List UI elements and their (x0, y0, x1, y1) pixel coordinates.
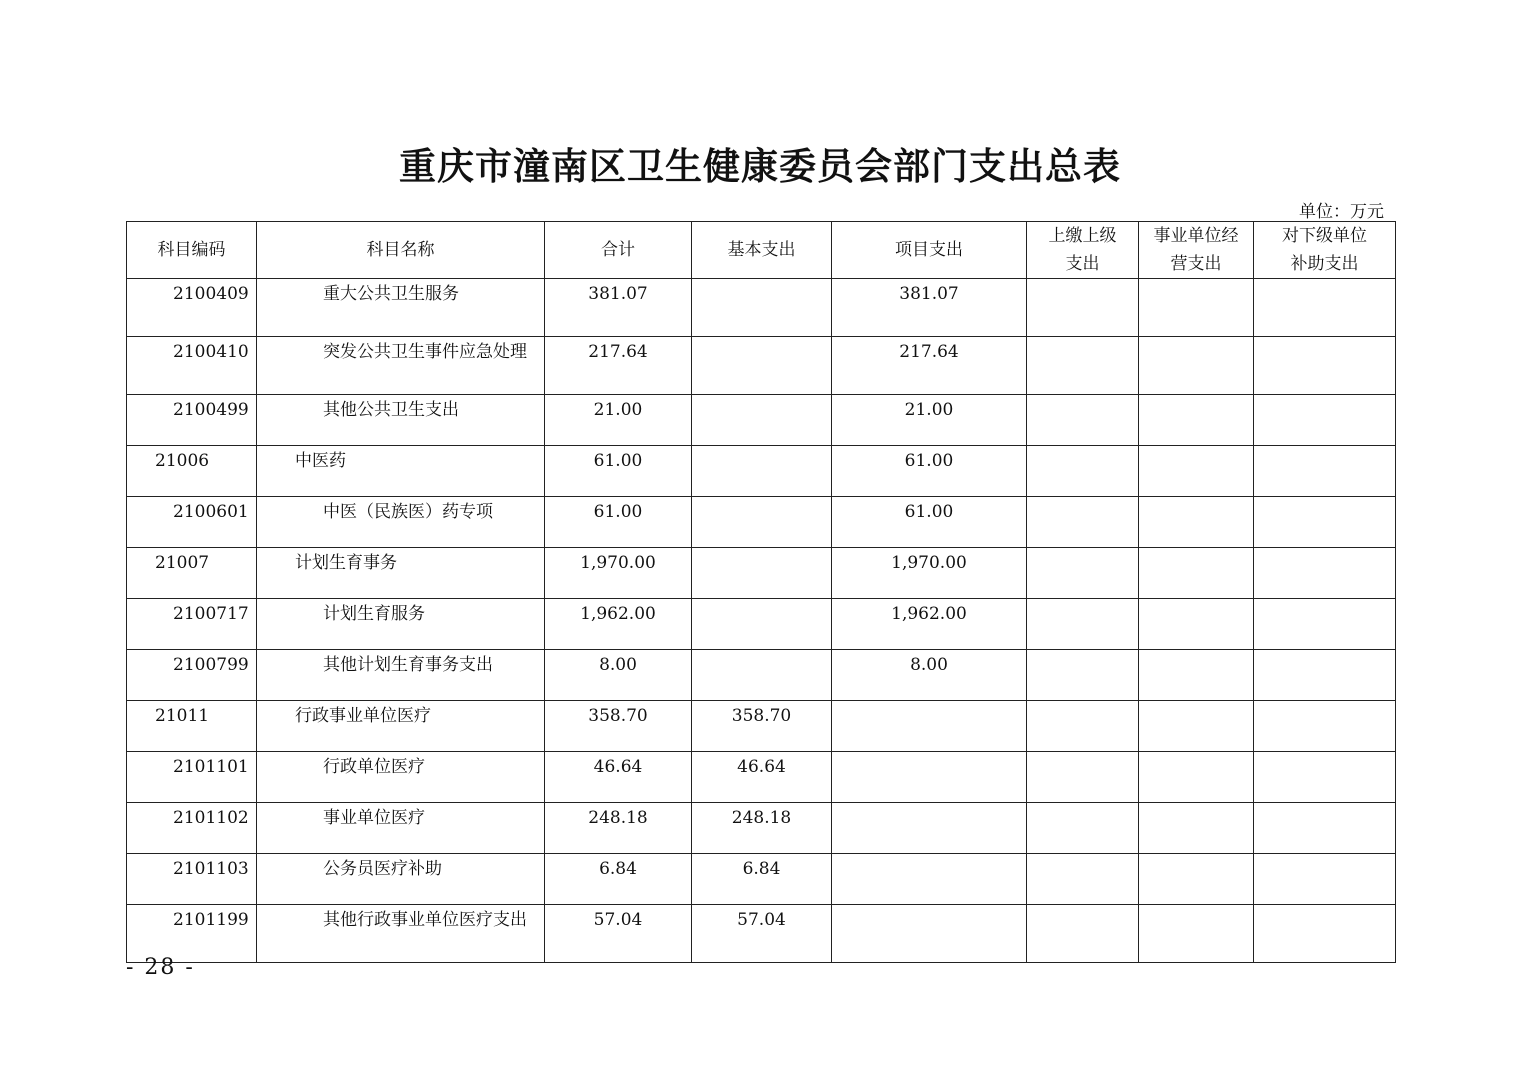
row-total: 8.00 (545, 650, 692, 701)
row-subsidy (1254, 905, 1396, 963)
header-project: 项目支出 (832, 222, 1027, 279)
row-name-text: 中医（民族医）药专项 (323, 502, 493, 522)
row-basic (692, 279, 832, 337)
row-basic (692, 337, 832, 395)
row-basic: 57.04 (692, 905, 832, 963)
row-code: 2101103 (127, 854, 257, 905)
row-subsidy (1254, 337, 1396, 395)
row-basic (692, 548, 832, 599)
table-row (127, 905, 1396, 963)
row-business (1139, 497, 1254, 548)
row-name (257, 395, 545, 446)
row-business (1139, 446, 1254, 497)
row-basic: 248.18 (692, 803, 832, 854)
header-code: 科目编码 (127, 222, 257, 279)
row-business (1139, 599, 1254, 650)
table-row (127, 803, 1396, 854)
row-name-text: 行政单位医疗 (323, 757, 425, 777)
expenditure-table (126, 221, 1396, 963)
row-name-text: 公务员医疗补助 (323, 859, 442, 879)
row-basic: 6.84 (692, 854, 832, 905)
row-upper (1027, 599, 1139, 650)
table-row (127, 599, 1396, 650)
page-title: 重庆市潼南区卫生健康委员会部门支出总表 (399, 144, 1121, 188)
header-row (127, 222, 1396, 279)
row-upper (1027, 650, 1139, 701)
row-project: 61.00 (832, 446, 1027, 497)
row-code: 2100799 (127, 650, 257, 701)
row-total: 217.64 (545, 337, 692, 395)
row-project: 8.00 (832, 650, 1027, 701)
row-upper (1027, 752, 1139, 803)
row-code: 2101101 (127, 752, 257, 803)
row-basic: 46.64 (692, 752, 832, 803)
row-upper (1027, 548, 1139, 599)
header-subsidy: 对下级单位补助支出 (1254, 222, 1396, 279)
row-name (257, 905, 545, 963)
row-business (1139, 650, 1254, 701)
table-row (127, 854, 1396, 905)
table-row (127, 650, 1396, 701)
row-project (832, 803, 1027, 854)
row-name-text: 其他行政事业单位医疗支出 (323, 910, 527, 930)
row-name (257, 497, 545, 548)
row-upper (1027, 803, 1139, 854)
row-subsidy (1254, 548, 1396, 599)
row-name (257, 337, 545, 395)
row-subsidy (1254, 279, 1396, 337)
row-business (1139, 803, 1254, 854)
row-name (257, 599, 545, 650)
row-name-text: 事业单位医疗 (323, 808, 425, 828)
row-name-text: 其他公共卫生支出 (323, 400, 459, 420)
row-upper (1027, 446, 1139, 497)
row-total: 381.07 (545, 279, 692, 337)
row-name (257, 279, 545, 337)
row-subsidy (1254, 497, 1396, 548)
row-name-text: 重大公共卫生服务 (323, 284, 459, 304)
table-row (127, 548, 1396, 599)
row-total: 61.00 (545, 446, 692, 497)
row-subsidy (1254, 395, 1396, 446)
table-row (127, 395, 1396, 446)
row-business (1139, 279, 1254, 337)
row-project: 381.07 (832, 279, 1027, 337)
row-code: 2100601 (127, 497, 257, 548)
row-total: 1,962.00 (545, 599, 692, 650)
header-business: 事业单位经营支出 (1139, 222, 1254, 279)
row-name-text: 行政事业单位医疗 (295, 706, 431, 726)
row-code: 2100409 (127, 279, 257, 337)
row-total: 61.00 (545, 497, 692, 548)
row-upper (1027, 905, 1139, 963)
table-row (127, 701, 1396, 752)
row-code: 2101199 (127, 905, 257, 963)
row-basic (692, 650, 832, 701)
row-business (1139, 395, 1254, 446)
row-project (832, 905, 1027, 963)
row-name (257, 701, 545, 752)
row-subsidy (1254, 803, 1396, 854)
row-upper (1027, 395, 1139, 446)
row-code: 2101102 (127, 803, 257, 854)
row-basic (692, 497, 832, 548)
unit-label: 单位：万元 (1299, 202, 1384, 222)
row-total: 57.04 (545, 905, 692, 963)
row-total: 46.64 (545, 752, 692, 803)
row-code: 2100717 (127, 599, 257, 650)
row-basic (692, 395, 832, 446)
row-name-text: 计划生育事务 (295, 553, 397, 573)
row-business (1139, 337, 1254, 395)
row-name (257, 446, 545, 497)
row-total: 6.84 (545, 854, 692, 905)
row-upper (1027, 279, 1139, 337)
row-project: 1,970.00 (832, 548, 1027, 599)
row-total: 1,970.00 (545, 548, 692, 599)
header-upper: 上缴上级支出 (1027, 222, 1139, 279)
row-code: 21007 (127, 548, 257, 599)
header-name: 科目名称 (257, 222, 545, 279)
row-project: 1,962.00 (832, 599, 1027, 650)
row-business (1139, 854, 1254, 905)
row-basic: 358.70 (692, 701, 832, 752)
row-upper (1027, 497, 1139, 548)
row-subsidy (1254, 599, 1396, 650)
row-name-text: 计划生育服务 (323, 604, 425, 624)
row-name (257, 650, 545, 701)
row-subsidy (1254, 701, 1396, 752)
row-total: 21.00 (545, 395, 692, 446)
row-upper (1027, 337, 1139, 395)
row-total: 358.70 (545, 701, 692, 752)
row-name-text: 中医药 (295, 451, 346, 471)
row-upper (1027, 701, 1139, 752)
row-code: 21006 (127, 446, 257, 497)
row-subsidy (1254, 854, 1396, 905)
row-basic (692, 599, 832, 650)
row-project (832, 752, 1027, 803)
row-name-text: 突发公共卫生事件应急处理 (323, 342, 527, 362)
row-upper (1027, 854, 1139, 905)
row-project (832, 854, 1027, 905)
row-name (257, 803, 545, 854)
page-number: - 28 - (126, 955, 195, 980)
row-business (1139, 905, 1254, 963)
table-row (127, 446, 1396, 497)
row-business (1139, 701, 1254, 752)
row-subsidy (1254, 752, 1396, 803)
row-subsidy (1254, 650, 1396, 701)
row-name (257, 854, 545, 905)
row-project: 61.00 (832, 497, 1027, 548)
row-business (1139, 548, 1254, 599)
row-code: 21011 (127, 701, 257, 752)
table-row (127, 337, 1396, 395)
row-business (1139, 752, 1254, 803)
table-row (127, 279, 1396, 337)
row-project (832, 701, 1027, 752)
row-subsidy (1254, 446, 1396, 497)
row-project: 217.64 (832, 337, 1027, 395)
table-row (127, 752, 1396, 803)
row-name (257, 548, 545, 599)
row-basic (692, 446, 832, 497)
row-name-text: 其他计划生育事务支出 (323, 655, 493, 675)
table-row (127, 497, 1396, 548)
row-name (257, 752, 545, 803)
header-basic: 基本支出 (692, 222, 832, 279)
row-project: 21.00 (832, 395, 1027, 446)
row-total: 248.18 (545, 803, 692, 854)
header-total: 合计 (545, 222, 692, 279)
row-code: 2100410 (127, 337, 257, 395)
row-code: 2100499 (127, 395, 257, 446)
